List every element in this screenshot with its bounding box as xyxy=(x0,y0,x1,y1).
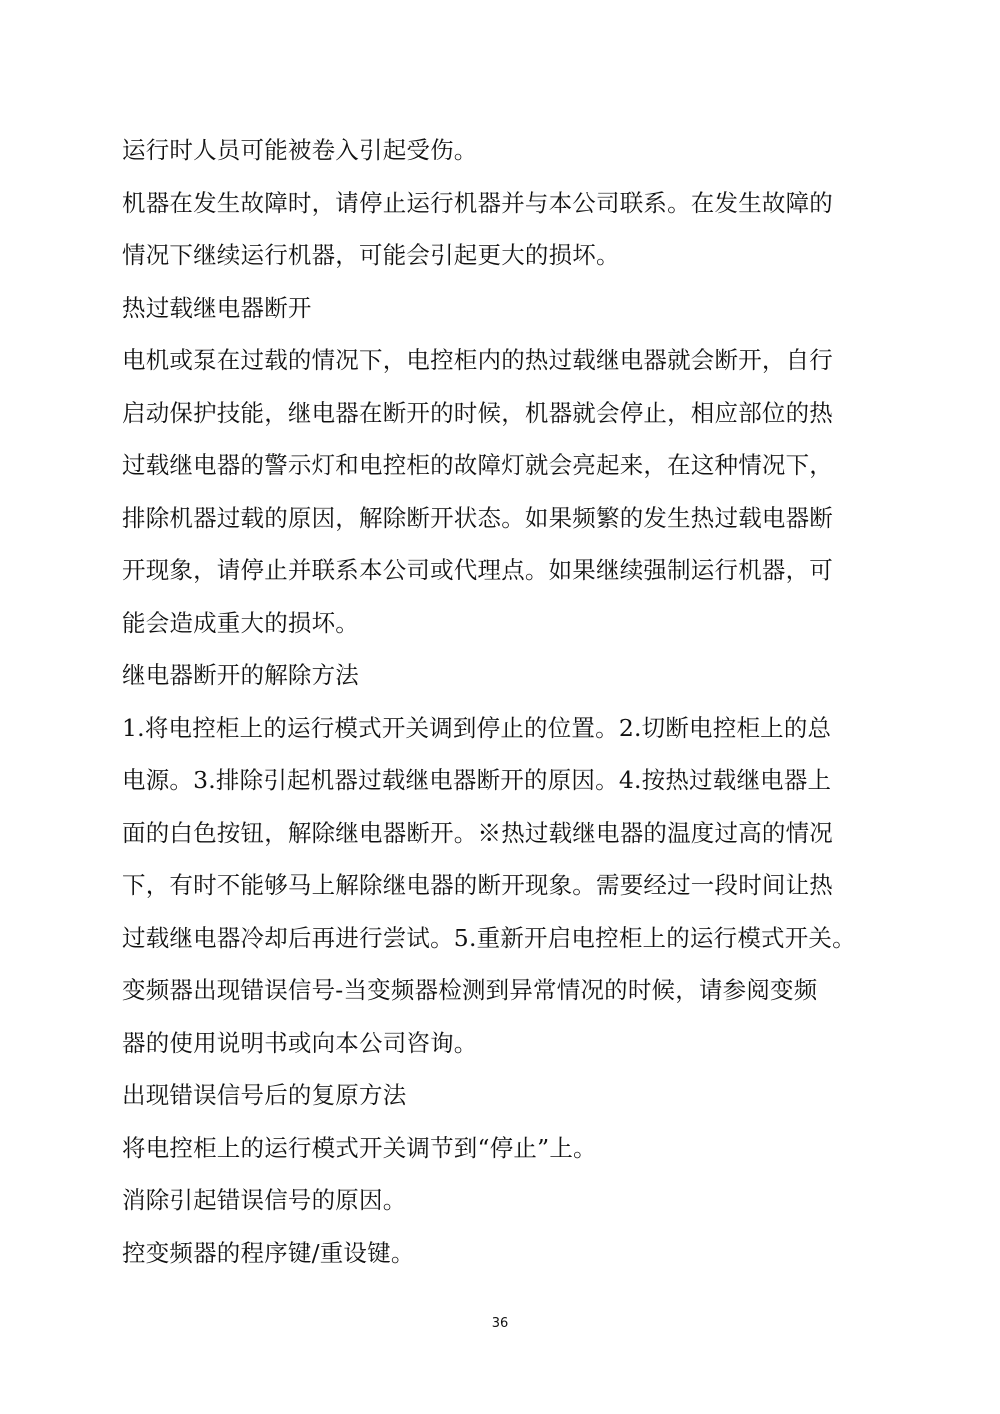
text-line: 将电控柜上的运行模式开关调节到“停止”上。 xyxy=(122,1133,597,1162)
text-line: 过载继电器冷却后再进行尝试。5.重新开启电控柜上的运行模式开关。 xyxy=(122,923,856,952)
text-line: 情况下继续运行机器，可能会引起更大的损坏。 xyxy=(122,241,620,269)
text-line: 电机或泵在过载的情况下，电控柜内的热过载继电器就会断开，自行 xyxy=(122,346,833,374)
page-number: 36 xyxy=(491,1316,509,1331)
text-line: 排除机器过载的原因，解除断开状态。如果频繁的发生热过载电器断 xyxy=(122,503,833,532)
section-heading-relay-reset: 继电器断开的解除方法 xyxy=(122,661,359,689)
text-line: 面的白色按钮，解除继电器断开。※热过载继电器的温度过高的情况 xyxy=(122,818,833,847)
section-heading-thermal-overload: 热过载继电器断开 xyxy=(122,293,312,322)
text-line: 机器在发生故障时，请停止运行机器并与本公司联系。在发生故障的 xyxy=(122,188,833,217)
body-text xyxy=(122,124,867,1279)
text-line: 器的使用说明书或向本公司咨询。 xyxy=(122,1028,478,1057)
text-line: 1.将电控柜上的运行模式开关调到停止的位置。2.切断电控柜上的总 xyxy=(122,713,832,742)
text-line: 变频器出现错误信号-当变频器检测到异常情况的时候，请参阅变频 xyxy=(122,976,818,1004)
section-heading-error-recovery: 出现错误信号后的复原方法 xyxy=(122,1081,407,1109)
text-line: 能会造成重大的损坏。 xyxy=(122,608,359,637)
text-line: 消除引起错误信号的原因。 xyxy=(122,1186,407,1214)
text-line: 开现象，请停止并联系本公司或代理点。如果继续强制运行机器，可 xyxy=(122,556,833,584)
text-line: 启动保护技能，继电器在断开的时候，机器就会停止，相应部位的热 xyxy=(122,398,833,427)
text-line: 运行时人员可能被卷入引起受伤。 xyxy=(122,136,478,164)
text-line: 过载继电器的警示灯和电控柜的故障灯就会亮起来，在这种情况下， xyxy=(122,451,833,479)
text-line: 控变频器的程序键/重设键。 xyxy=(122,1238,415,1267)
text-line: 下，有时不能够马上解除继电器的断开现象。需要经过一段时间让热 xyxy=(122,871,833,899)
text-line: 电源。3.排除引起机器过载继电器断开的原因。4.按热过载继电器上 xyxy=(122,766,832,794)
